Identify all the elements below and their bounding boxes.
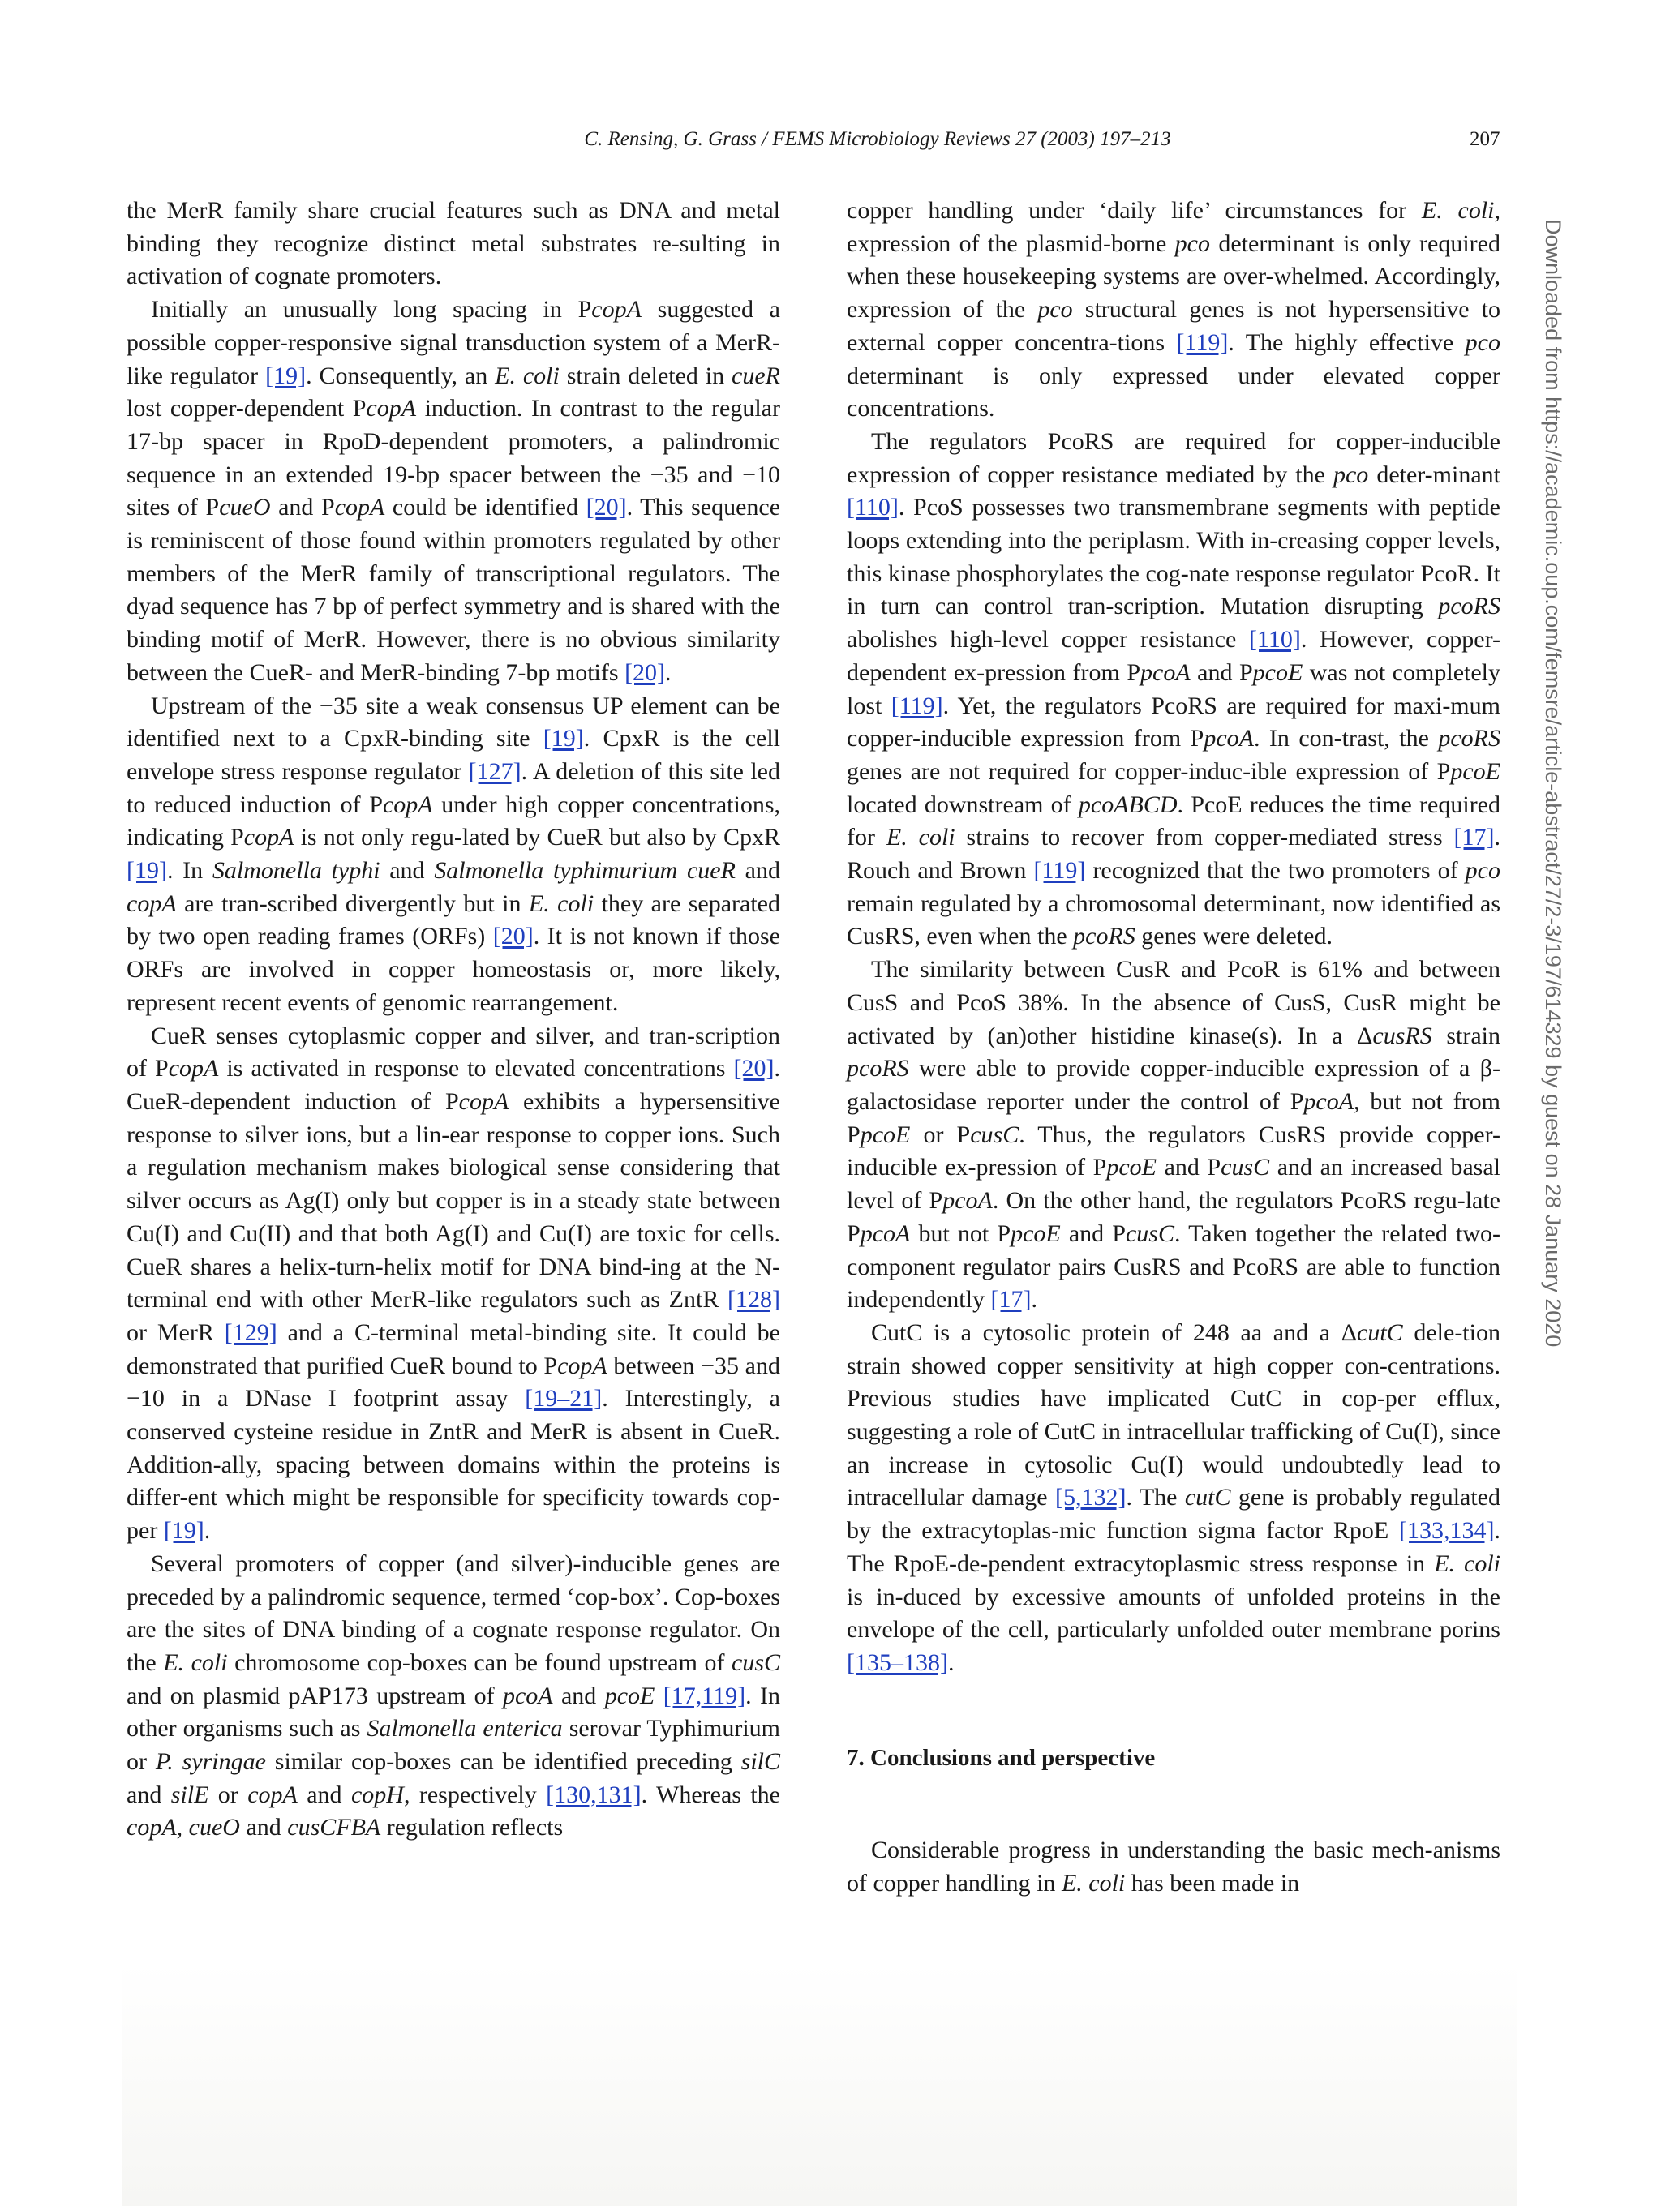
paragraph: Considerable progress in understanding the basic mech-anisms of copper handling in E. coli has been made in — [847, 1837, 1500, 1897]
citation-link[interactable]: [17] — [1453, 824, 1495, 851]
citation-link[interactable]: [19–21] — [525, 1385, 603, 1413]
citation-link[interactable]: [19] — [127, 857, 167, 885]
citation-link[interactable]: [19] — [543, 725, 584, 752]
paragraph: The similarity between CusR and PcoR is 61% and between CusS and PcoS 38%. In the absence of CusS, CusR might be activated by (an)other histidine kinase(s). In a ΔcusRS strain pcoRS were able to provide copper-inducible expression of a β-galactosidase reporter under the control of PpcoA, but not from PpcoE or PcusC. Thus, the regulators CusRS provide copper-inducible ex-pression of PpcoE and PcusC and an increased basal level of PpcoA. On the other hand, the regulators PcoRS regu-late PpcoA but not PpcoE and PcusC. Taken together the related two-component regulator pairs CusRS and PcoRS are able to function independently [17]. — [847, 956, 1500, 1314]
paragraph: Initially an unusually long spacing in PcopA suggested a possible copper-responsive signal transduction system of a MerR-like regulator [19]. Consequently, an E. coli strain deleted in cueR lost copper-dependent PcopA induction. In contrast to the regular 17-bp spacer in RpoD-dependent promoters, a palindromic sequence in an extended 19-bp spacer between the −35 and −10 sites of PcueO and PcopA could be identified [20]. This sequence is reminiscent of those found within promoters regulated by other members of the MerR family of transcriptional regulators. The dyad sequence has 7 bp of perfect symmetry and is shared with the binding motif of MerR. However, there is no obvious similarity between the CueR- and MerR-binding 7-bp motifs [20]. — [127, 296, 781, 686]
citation-link[interactable]: [19] — [163, 1517, 204, 1545]
citation-link[interactable]: [17,119] — [663, 1682, 746, 1709]
citation-link[interactable]: [20] — [624, 658, 666, 686]
citation-link[interactable]: [110] — [1248, 626, 1301, 654]
citation-link[interactable]: [127] — [468, 757, 521, 785]
paragraph: CueR senses cytoplasmic copper and silver, and tran-scription of PcopA is activated in response to elevated concentrations [20]. CueR-dependent induction of PcopA exhibits a hypersensitive response to silver ions, but a lin-ear response to copper ions. Such a regulation mechanism makes biological sense considering that silver occurs as Ag(I) only but copper is in a steady state between Cu(I) and Cu(II) and that both Ag(I) and Cu(I) are toxic for cells. CueR shares a helix-turn-helix motif for DNA bind-ing at the N-terminal end with other MerR-like regulators such as ZntR [128] or MerR [129] and a C-terminal metal-binding site. It could be demonstrated that purified CueR bound to PcopA between −35 and −10 in a DNase I footprint assay [19–21]. Interestingly, a conserved cysteine residue in ZntR and MerR is absent in CueR. Addition-ally, spacing between domains within the proteins is differ-ent which might be responsible for specificity towards cop-per [19]. — [127, 1022, 781, 1545]
citation-link[interactable]: [20] — [492, 923, 534, 950]
left-column — [127, 195, 780, 1845]
citation-link[interactable]: [129] — [224, 1318, 277, 1346]
paragraph: CutC is a cytosolic protein of 248 aa and a ΔcutC dele-tion strain showed copper sensitivity at high copper con-centrations. Previous studies have implicated CutC in cop-per efflux, suggesting a role of CutC in intracellular trafficking of Cu(I), since an increase in cytosolic Cu(I) would undoubtedly lead to intracellular damage [5,132]. The cutC gene is probably regulated by the extracytoplas-mic function sigma factor RpoE [133,134]. The RpoE-de-pendent extracytoplasmic stress response in E. coli is in-duced by excessive amounts of unfolded proteins in the envelope of the cell, particularly unfolded outer membrane porins [135–138]. — [847, 1318, 1501, 1676]
section-heading: 7. Conclusions and perspective — [847, 1744, 1156, 1771]
download-watermark — [1541, 219, 1599, 2043]
citation-link[interactable]: [133,134] — [1399, 1517, 1495, 1545]
page-header — [0, 128, 1661, 161]
citation-link[interactable]: [5,132] — [1054, 1484, 1127, 1511]
page-number: 207 — [1470, 128, 1500, 150]
paragraph: copper handling under ‘daily life’ circumstances for E. coli, expression of the plasmid-borne pco determinant is only required when these housekeeping systems are over-whelmed. Accordingly, expression of the pco structural genes is not hypersensitive to external copper concentra-tions [119]. The highly effective pco determinant is only expressed under elevated copper concentrations. — [847, 197, 1501, 422]
citation-link[interactable]: [119] — [891, 692, 943, 719]
citation-link[interactable]: [110] — [847, 494, 899, 521]
citation-link[interactable]: [20] — [733, 1055, 775, 1082]
citation-link[interactable]: [119] — [1033, 857, 1086, 885]
citation-link[interactable]: [17] — [990, 1286, 1032, 1314]
page-shadow — [122, 1962, 1517, 2206]
citation-link[interactable]: [19] — [265, 362, 307, 389]
citation-link[interactable]: [128] — [727, 1286, 780, 1314]
paragraph: Upstream of the −35 site a weak consensus UP element can be identified next to a CpxR-binding site [19]. CpxR is the cell envelope stress response regulator [127]. A deletion of this site led to reduced induction of PcopA under high copper concentrations, indicating PcopA is not only regu-lated by CueR but also by CpxR [19]. In Salmonella typhi and Salmonella typhimurium cueR and copA are tran-scribed divergently but in E. coli they are separated by two open reading frames (ORFs) [20]. It is not known if those ORFs are involved in copper homeostasis or, more likely, represent recent events of genomic rearrangement. — [127, 692, 781, 1016]
paragraph: the MerR family share crucial features such as DNA and metal binding they recognize distinct metal substrates re-sulting in activation of cognate promoters. — [127, 197, 780, 290]
citation-link[interactable]: [135–138] — [847, 1648, 948, 1676]
right-column — [847, 195, 1500, 1901]
paragraph: Several promoters of copper (and silver)-inducible genes are preceded by a palindromic sequence, termed ‘cop-box’. Cop-boxes are the sites of DNA binding of a cognate response regulator. On the E. coli chromosome cop-boxes can be found upstream of cusC and on plasmid pAP173 upstream of pcoA and pcoE [17,119]. In other organisms such as Salmonella enterica serovar Typhimurium or P. syringae similar cop-boxes can be identified preceding silC and silE or copA and copH, respectively [130,131]. Whereas the copA, cueO and cusCFBA regulation reflects — [127, 1550, 781, 1841]
citation-link[interactable]: [130,131] — [546, 1781, 642, 1808]
paragraph: The regulators PcoRS are required for copper-inducible expression of copper resistance mediated by the pco deter-minant [110]. PcoS possesses two transmembrane segments with peptide loops extending into the periplasm. With in-creasing copper levels, this kinase phosphorylates the cog-nate response regulator PcoR. It in turn can control tran-scription. Mutation disrupting pcoRS abolishes high-level copper resistance [110]. However, copper-dependent ex-pression from PpcoA and PpcoE was not completely lost [119]. Yet, the regulators PcoRS are required for maxi-mum copper-inducible expression from PpcoA. In con-trast, the pcoRS genes are not required for copper-induc-ible expression of PpcoE located downstream of pcoABCD. PcoE reduces the time required for E. coli strains to recover from copper-mediated stress [17]. Rouch and Brown [119] recognized that the two promoters of pco remain regulated by a chromosomal determinant, now identified as CusRS, even when the pcoRS genes were deleted. — [847, 427, 1501, 950]
citation-link[interactable]: [119] — [1176, 328, 1229, 356]
download-notice: Downloaded from https://academic.oup.com/femsre/article-abstract/27/2-3/197/614329 by guest on 28 January 2020 — [1541, 219, 1565, 1348]
running-head: C. Rensing, G. Grass / FEMS Microbiology Reviews 27 (2003) 197–213 — [584, 128, 1171, 150]
citation-link[interactable]: [20] — [586, 494, 627, 521]
